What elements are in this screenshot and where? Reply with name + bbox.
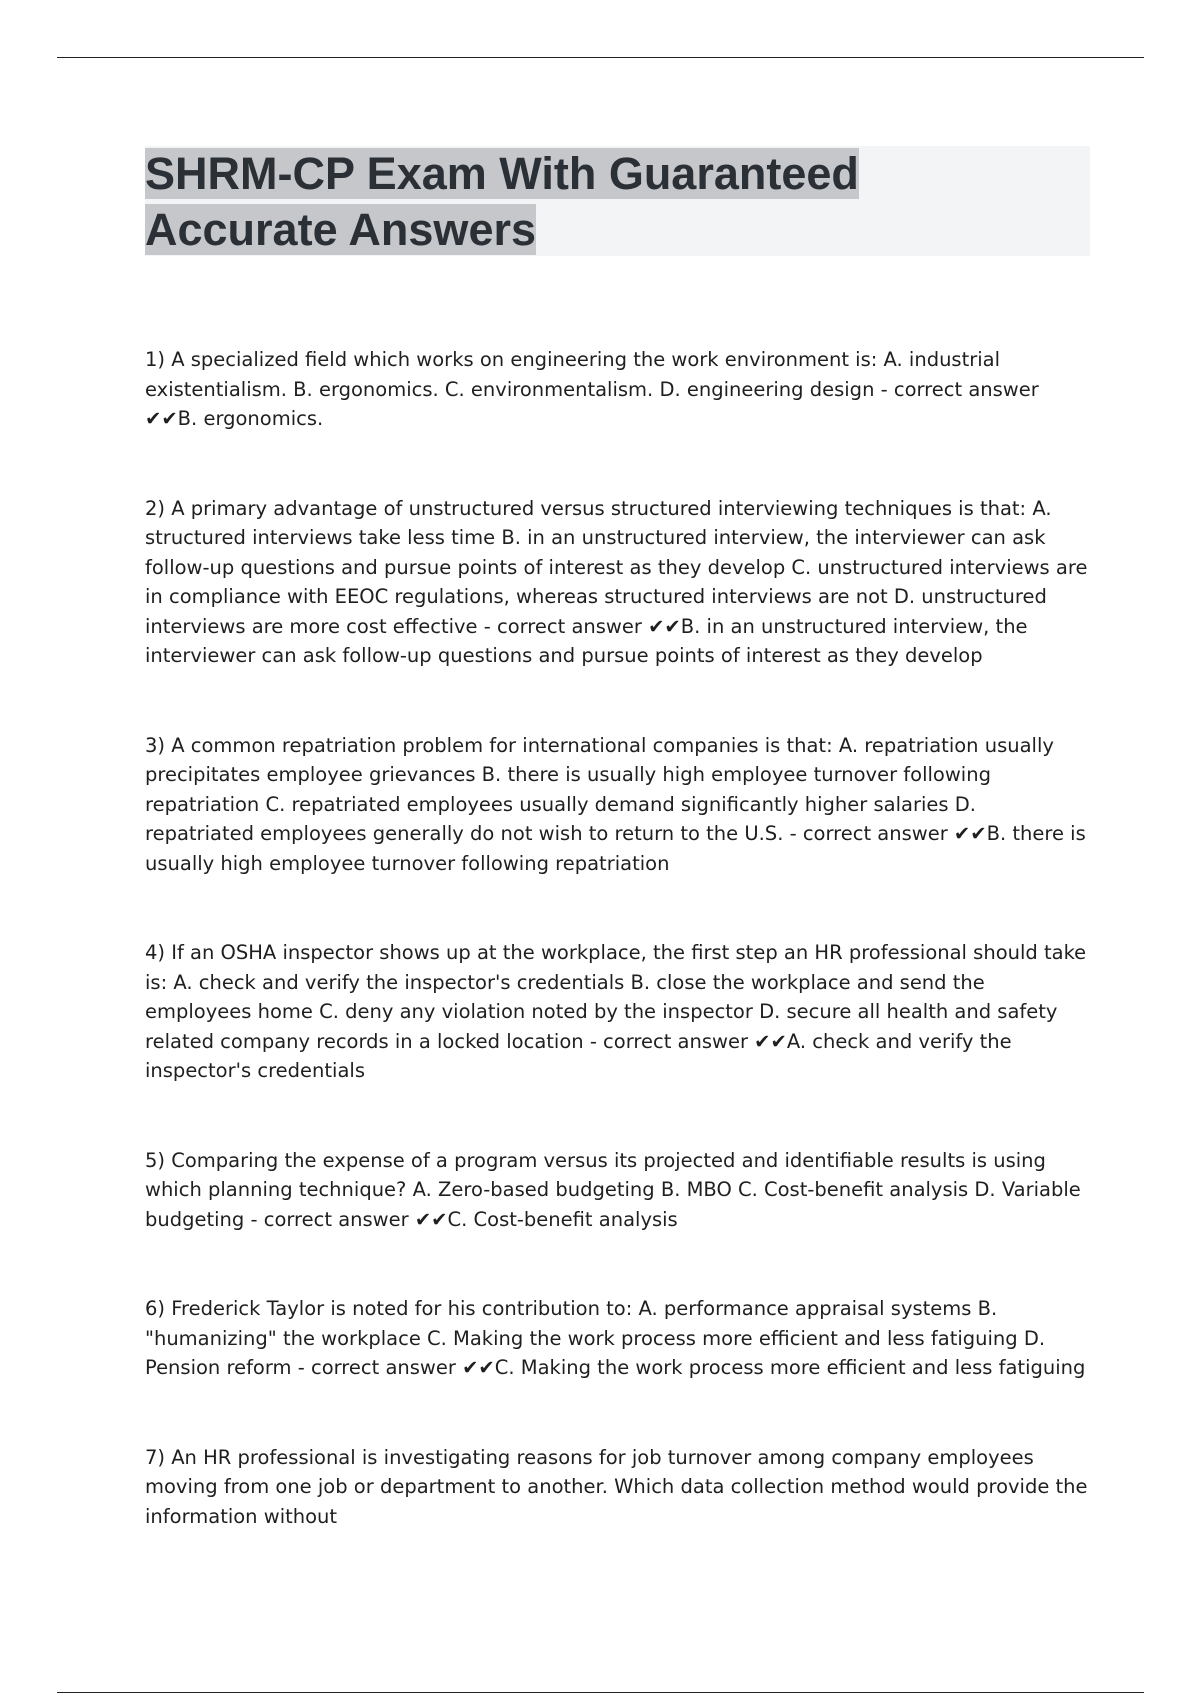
question-6: 6) Frederick Taylor is noted for his contribution to: A. performance appraisal systems B. "humanizing" the workplace C. Making the work process more efficient and less fatiguing D. Pension reform - correct answer ✔✔C. Making the work process more efficient and less fatiguing: [145, 1297, 1086, 1379]
title-block: [145, 146, 1090, 256]
question-4: 4) If an OSHA inspector shows up at the workplace, the first step an HR professional should take is: A. check and verify the inspector's credentials B. close the workplace and send the employees home C. deny any violation noted by the inspector D. secure all health and safety related company records in a locked location - correct answer ✔✔A. check and verify the inspector's credentials: [145, 941, 1087, 1082]
question-2: 2) A primary advantage of unstructured versus structured interviewing techniques is that: A. structured interviews take less time B. in an unstructured interview, the interviewer can ask follow-up questions and pursue points of interest as they develop C. unstructured interviews are in compliance with EEOC regulations, whereas structured interviews are not D. unstructured interviews are more cost effective - correct answer ✔✔B. in an unstructured interview, the interviewer can ask follow-up questions and pursue points of interest as they develop: [145, 496, 1088, 667]
page-title-line-2: Accurate Answers: [145, 204, 537, 255]
question-1: 1) A specialized field which works on engineering the work environment is: A. industrial existentialism. B. ergonomics. C. environmentalism. D. engineering design - correct answer ✔✔B. ergonomics.: [145, 348, 1039, 430]
question-5: 5) Comparing the expense of a program versus its projected and identifiable results is using which planning technique? A. Zero-based budgeting B. MBO C. Cost-benefit analysis D. Variable budgeting - correct answer ✔✔C. Cost-benefit analysis: [145, 1148, 1081, 1231]
page-title: [145, 146, 1090, 258]
question-list: [145, 345, 1090, 1531]
question-7: 7) An HR professional is investigating reasons for job turnover among company employees moving from one job or department to another. Which data collection method would provide the information without: [145, 1445, 1088, 1528]
page-title-line-1: SHRM-CP Exam With Guaranteed: [145, 148, 859, 199]
bottom-rule: [57, 1692, 1144, 1693]
top-rule: [57, 57, 1144, 58]
question-3: 3) A common repatriation problem for international companies is that: A. repatriation usually precipitates employee grievances B. there is usually high employee turnover following repatriation C. repatriated employees usually demand significantly higher salaries D. repatriated employees generally do not wish to return to the U.S. - correct answer ✔✔B. there is usually high employee turnover following repatriation: [145, 733, 1086, 875]
